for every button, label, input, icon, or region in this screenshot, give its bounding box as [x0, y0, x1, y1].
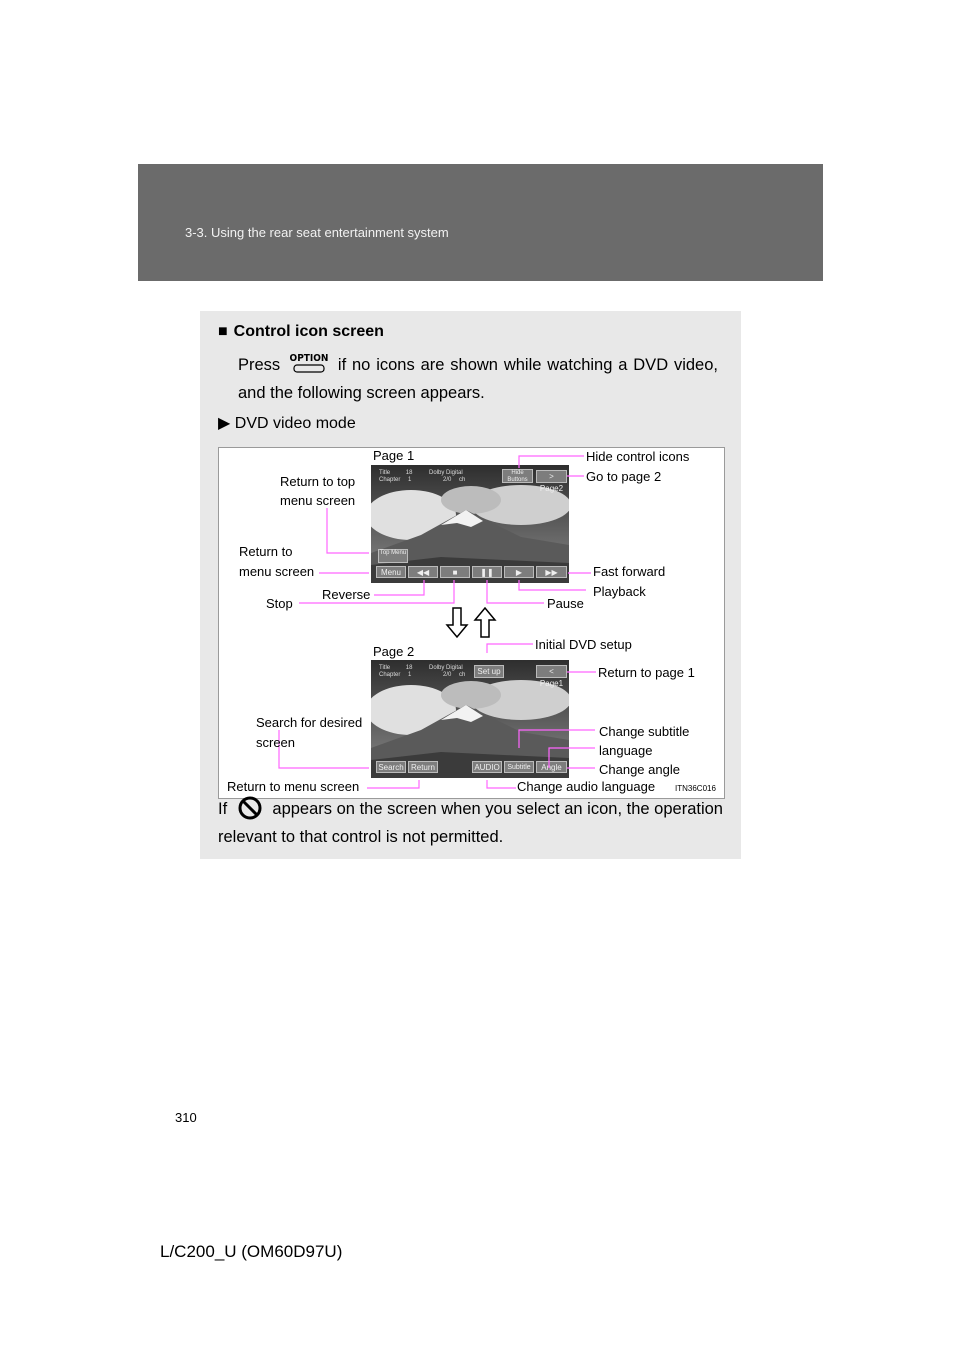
- label-return-menu-1: Return to: [239, 544, 293, 559]
- info-audio-2: Dolby Digital: [429, 665, 463, 671]
- setup-button[interactable]: Set up: [474, 665, 504, 678]
- info-title-num: 18: [405, 470, 413, 476]
- menu-button[interactable]: Menu: [376, 566, 406, 578]
- mode-line: [218, 413, 356, 433]
- label-initial-setup: Initial DVD setup: [535, 637, 632, 652]
- footer-code: L/C200_U (OM60D97U): [160, 1242, 343, 1261]
- info-chapter-2: Chapter: [379, 672, 401, 678]
- top-menu-button[interactable]: Top Menu: [378, 549, 408, 563]
- audio-button[interactable]: AUDIO: [472, 761, 502, 773]
- label-subtitle-1: Change subtitle: [599, 724, 690, 739]
- content-box: [200, 311, 741, 859]
- fast-forward-button[interactable]: ▶▶: [536, 566, 567, 578]
- page-number: 310: [175, 1110, 197, 1125]
- page1-button[interactable]: < Page1: [536, 665, 567, 678]
- info-channels-2: 2/0: [443, 672, 452, 678]
- label-return-top-1: Return to top: [280, 474, 356, 489]
- return-button[interactable]: Return: [408, 761, 438, 773]
- arrow-up-icon: [475, 608, 495, 637]
- label-reverse: Reverse: [322, 587, 371, 602]
- intro-part2: if no icons are shown while watching a DVD video, and the following screen appears.: [238, 356, 718, 402]
- option-key-icon: [290, 352, 328, 374]
- pause-button[interactable]: ❚❚: [472, 566, 502, 578]
- warning-part1: If: [218, 800, 228, 818]
- page2-button[interactable]: > Page2: [536, 470, 567, 483]
- section-header: [138, 164, 823, 281]
- option-key-label: OPTION: [290, 353, 329, 364]
- control-icon-figure: [218, 447, 725, 799]
- image-code: ITN36C016: [675, 784, 716, 793]
- warning-paragraph: [218, 795, 723, 851]
- page2-title: Page 2: [373, 644, 415, 659]
- label-angle: Change angle: [599, 762, 680, 777]
- hide-buttons-button[interactable]: Hide Buttons: [502, 469, 533, 483]
- label-search-1: Search for desired: [256, 715, 363, 730]
- mode-text: DVD video mode: [234, 415, 356, 432]
- label-return-menu-screen: Return to menu screen: [227, 779, 360, 794]
- info-title-2: Title: [379, 665, 391, 671]
- label-hide-icons: Hide control icons: [586, 449, 690, 464]
- stop-button[interactable]: ■: [440, 566, 470, 578]
- search-button[interactable]: Search: [376, 761, 406, 773]
- subtitle-button[interactable]: Subtitle: [504, 761, 534, 773]
- label-return-menu-2: menu screen: [239, 564, 315, 579]
- page1-title: Page 1: [373, 448, 415, 463]
- label-audio-language: Change audio language: [517, 779, 656, 794]
- angle-button[interactable]: Angle: [536, 761, 567, 773]
- heading-marker: ■: [218, 323, 228, 340]
- heading-text: Control icon screen: [233, 323, 384, 340]
- label-return-top-2: menu screen: [280, 493, 356, 508]
- prohibited-icon: [236, 796, 264, 820]
- section-title: 3-3. Using the rear seat entertainment system: [185, 225, 449, 240]
- info-channels: 2/0: [443, 477, 452, 483]
- page2-button-label: Page2: [539, 484, 564, 493]
- label-goto-page2: Go to page 2: [586, 469, 662, 484]
- info-audio: Dolby Digital: [429, 470, 463, 476]
- label-fast-forward: Fast forward: [593, 564, 666, 579]
- label-search-2: screen: [256, 735, 296, 750]
- info-title-num-2: 18: [405, 665, 413, 671]
- page1-button-label: Page1: [539, 679, 564, 688]
- label-playback: Playback: [593, 584, 646, 599]
- label-subtitle-2: language: [599, 743, 653, 758]
- info-chapter-num: 1: [408, 477, 412, 483]
- info-chapter: Chapter: [379, 477, 401, 483]
- intro-paragraph: [238, 351, 718, 407]
- info-chapter-num-2: 1: [408, 672, 412, 678]
- reverse-button[interactable]: ◀◀: [408, 566, 438, 578]
- label-stop: Stop: [266, 596, 293, 611]
- info-ch-2: ch: [459, 672, 466, 678]
- page-switch-arrows: [445, 607, 505, 639]
- label-pause: Pause: [547, 596, 584, 611]
- arrow-down-icon: [447, 608, 467, 637]
- mode-marker: ▶: [218, 415, 231, 432]
- intro-part1: Press: [238, 356, 281, 374]
- play-button[interactable]: ▶: [504, 566, 534, 578]
- warning-part2: appears on the screen when you select an icon, the operation relevant to that control is not permitted.: [218, 800, 723, 846]
- info-title: Title: [379, 470, 391, 476]
- label-return-page1: Return to page 1: [598, 665, 695, 680]
- info-ch: ch: [459, 477, 466, 483]
- heading: [218, 323, 384, 341]
